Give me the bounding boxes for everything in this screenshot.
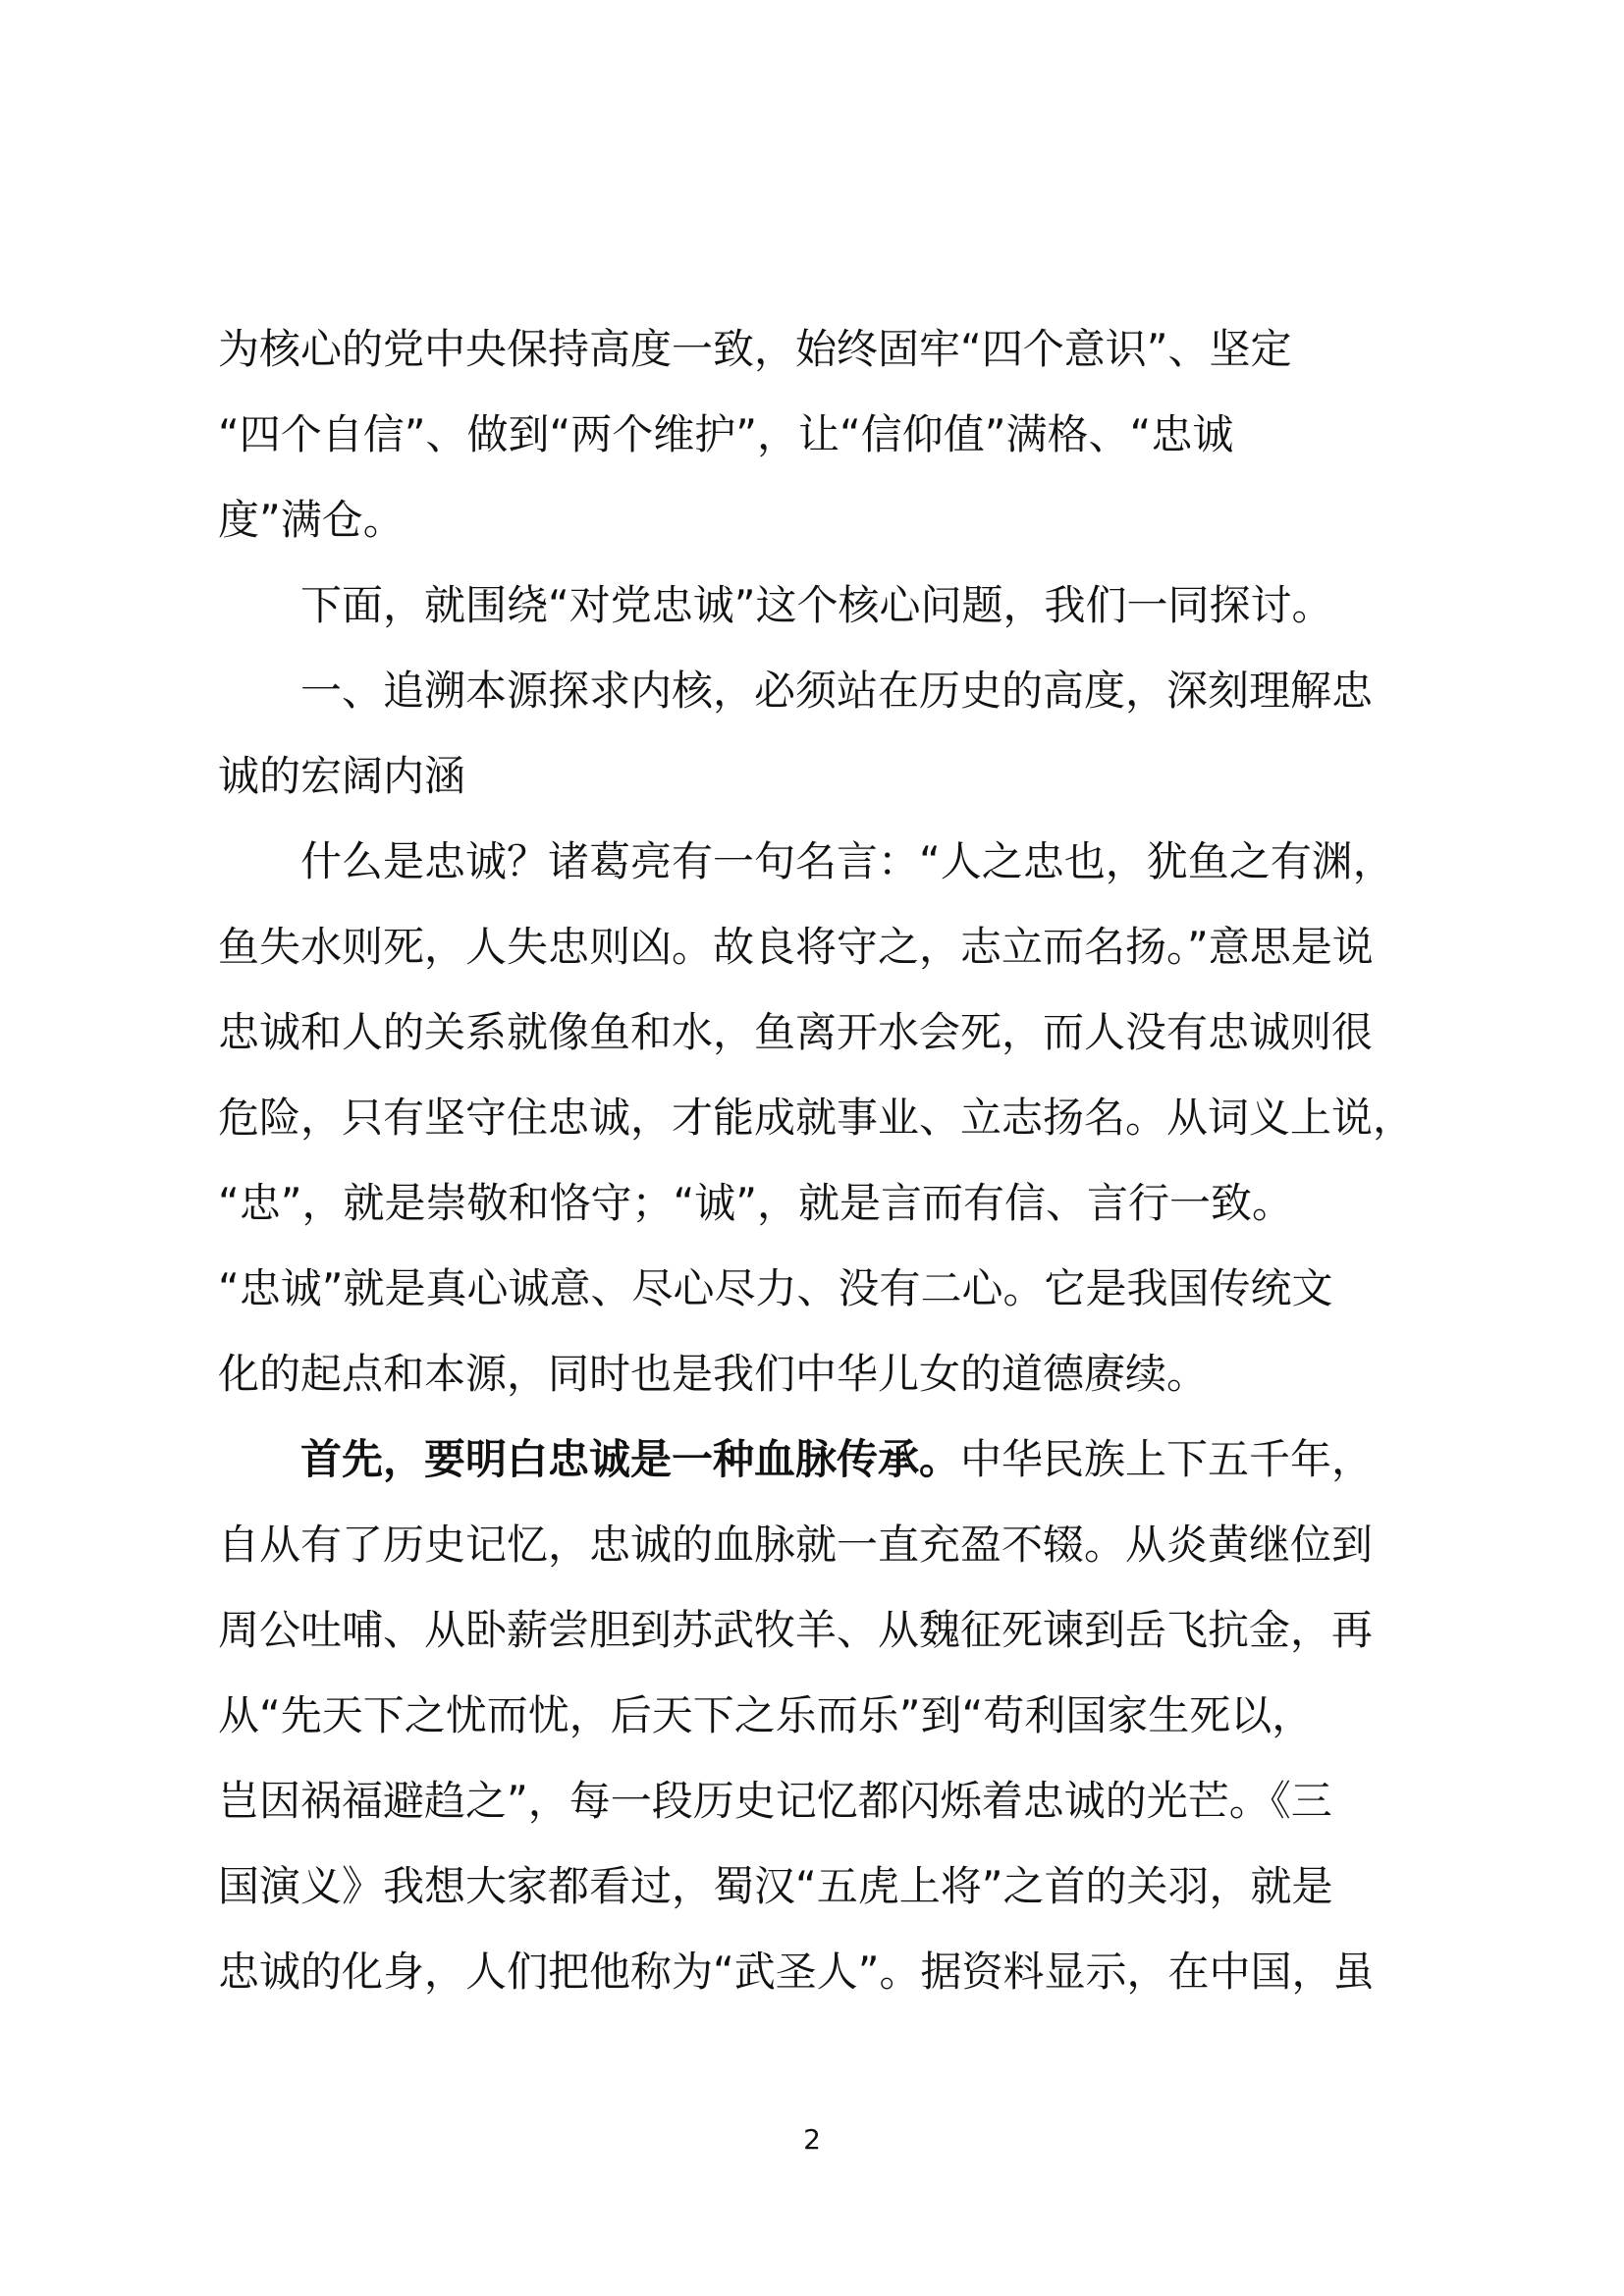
text-line: 为核心的党中央保持高度一致，始终固牢“四个意识”、坚定 <box>218 325 1292 373</box>
text-line: 从“先天下之忧而忧，后天下之乐而乐”到“苟利国家生死以， <box>218 1691 1314 1739</box>
section-heading-line: 一、追溯本源探求内核，必须站在历史的高度，深刻理解忠 <box>218 667 1374 715</box>
text-line: 周公吐哺、从卧薪尝胆到苏武牧羊、从魏征死谏到岳飞抗金，再 <box>218 1606 1374 1654</box>
text-line: 下面，就围绕“对党忠诚”这个核心问题，我们一同探讨。 <box>218 581 1333 629</box>
bold-lead-text: 首先，要明白忠诚是一种血脉传承。 <box>218 1435 961 1483</box>
text-line: 忠诚的化身，人们把他称为“武圣人”。据资料显示，在中国，虽 <box>218 1948 1375 1996</box>
text-line: “四个自信”、做到“两个维护”，让“信仰值”满格、“忠诚 <box>218 410 1234 458</box>
text-line: “忠诚”就是真心诚意、尽心尽力、没有二心。它是我国传统文 <box>218 1264 1333 1312</box>
body-text <box>218 306 1441 2014</box>
section-heading-line: 诚的宏阔内涵 <box>218 752 466 800</box>
lead-rest-text: 中华民族上下五千年， <box>960 1435 1374 1483</box>
bold-lead-line <box>218 1416 1441 1502</box>
text-line: 忠诚和人的关系就像鱼和水，鱼离开水会死，而人没有忠诚则很 <box>218 1008 1374 1056</box>
text-line: 度”满仓。 <box>218 496 405 544</box>
text-line: 鱼失水则死，人失忠则凶。故良将守之，志立而名扬。”意思是说 <box>218 923 1374 971</box>
text-line: 危险，只有坚守住忠诚，才能成就事业、立志扬名。从词义上说， <box>218 1094 1415 1142</box>
text-line: 岂因祸福避趋之”，每一段历史记忆都闪烁着忠诚的光芒。《三 <box>218 1777 1332 1825</box>
text-line: 什么是忠诚？诸葛亮有一句名言：“人之忠也，犹鱼之有渊， <box>218 837 1394 885</box>
text-line: 自从有了历史记忆，忠诚的血脉就一直充盈不辍。从炎黄继位到 <box>218 1521 1374 1569</box>
text-line: “忠”，就是崇敬和恪守；“诚”，就是言而有信、言行一致。 <box>218 1179 1294 1227</box>
text-line: 国演义》我想大家都看过，蜀汉“五虎上将”之首的关羽，就是 <box>218 1862 1333 1910</box>
page-number: 2 <box>803 2123 821 2156</box>
text-line: 化的起点和本源，同时也是我们中华儿女的道德赓续。 <box>218 1350 1209 1398</box>
